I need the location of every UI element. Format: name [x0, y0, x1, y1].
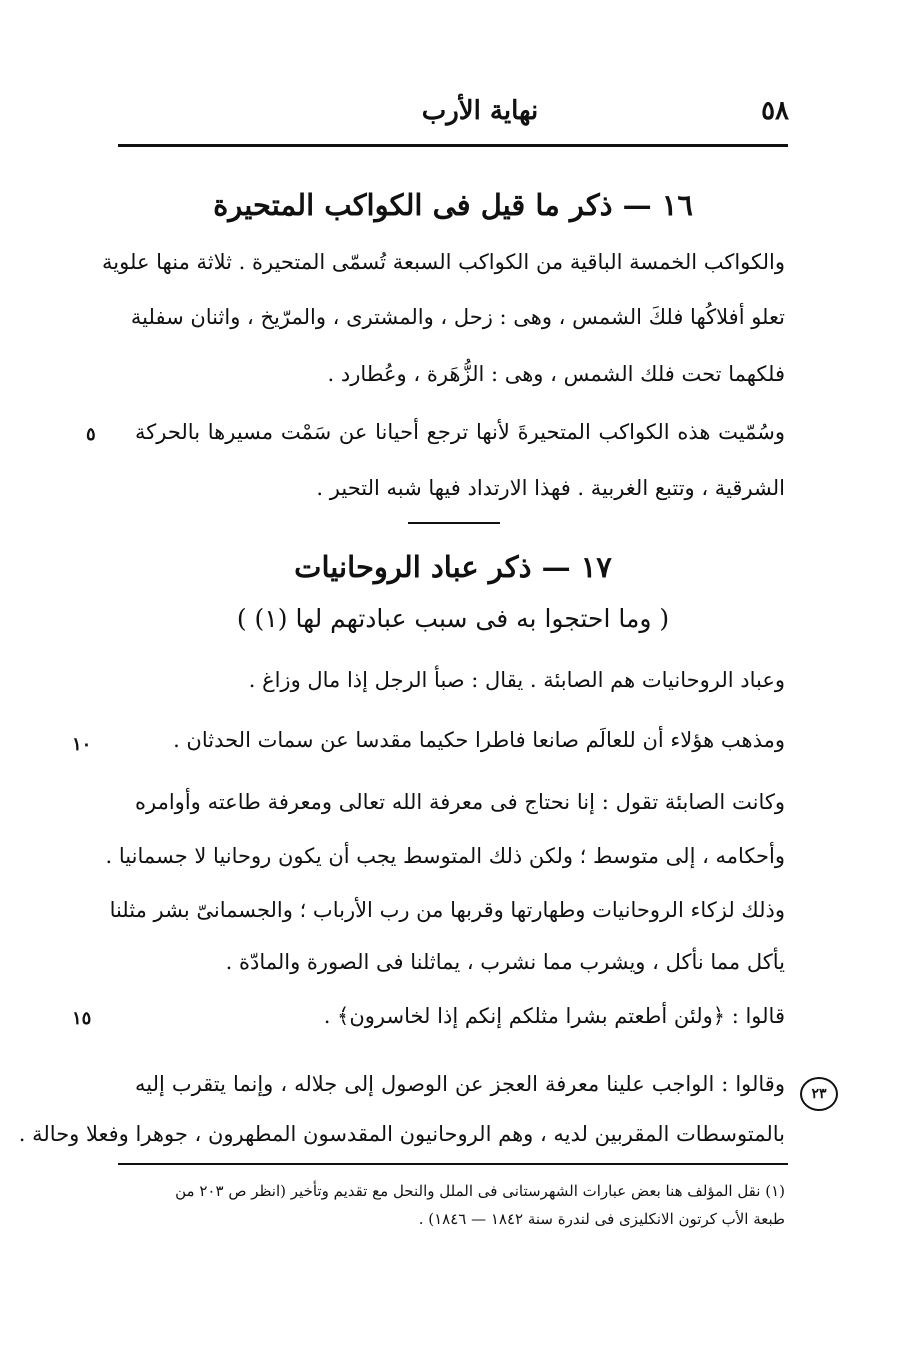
body-line: الشرقية ، وتتبع الغربية . فهذا الارتداد فيها شبه التحير . [316, 476, 785, 500]
body-line: تعلو أفلاكُها فلكَ الشمس ، وهى : زحل ، والمشترى ، والمرّيخ ، واثنان سفلية [130, 305, 785, 329]
body-line: وكانت الصابئة تقول : إنا نحتاج فى معرفة الله تعالى ومعرفة طاعته وأوامره [135, 790, 785, 814]
section-separator [408, 522, 500, 524]
body-line: بالمتوسطات المقربين لديه ، وهم الروحانيون المقدسون المطهرون ، جوهرا وفعلا وحالة . [18, 1122, 785, 1146]
page-number: ٥٨ [761, 96, 789, 126]
footnote-line: طبعة الأب كرتون الانكليزى فى لندرة سنة ١٨٤٢ — ١٨٤٦) . [418, 1210, 785, 1228]
footnote-line: (١) نقل المؤلف هنا بعض عبارات الشهرستانى فى الملل والنحل مع تقديم وتأخير (انظر ص ٢٠٣ من [175, 1182, 785, 1200]
body-line: وذلك لزكاء الروحانيات وطهارتها وقربها من رب الأرباب ؛ والجسمانىّ بشر مثلنا [109, 898, 785, 922]
body-line: ومذهب هؤلاء أن للعالَم صانعا فاطرا حكيما مقدسا عن سمات الحدثان . [173, 728, 785, 752]
section-17-subheading: ( وما احتجوا به فى سبب عبادتهم لها (١) ) [236, 604, 670, 633]
header-rule [118, 144, 788, 147]
margin-line-number: ١٠ [72, 734, 92, 755]
body-line: وقالوا : الواجب علينا معرفة العجز عن الوصول إلى جلاله ، وإنما يتقرب إليه [135, 1072, 785, 1096]
section-17-heading: ١٧ — ذكر عباد الروحانيات [294, 550, 612, 584]
quran-quote-line: قالوا : ﴿ولئن أطعتم بشرا مثلكم إنكم إذا لخاسرون﴾ . [323, 1004, 785, 1028]
body-line: يأكل مما نأكل ، ويشرب مما نشرب ، يماثلنا فى الصورة والمادّة . [225, 950, 785, 974]
running-header-title: نهاية الأرب [421, 96, 539, 126]
body-line: فلكهما تحت فلك الشمس ، وهى : الزُّهَرة ، وعُطارد . [327, 362, 785, 386]
body-line: والكواكب الخمسة الباقية من الكواكب السبعة تُسمّى المتحيرة . ثلاثة منها علوية [102, 250, 785, 274]
footnote-rule [118, 1163, 788, 1165]
margin-line-number: ١٥ [72, 1008, 92, 1029]
body-line: وسُمّيت هذه الكواكب المتحيرةَ لأنها ترجع أحيانا عن سَمْت مسيرها بالحركة [135, 420, 785, 444]
body-line: وأحكامه ، إلى متوسط ؛ ولكن ذلك المتوسط يجب أن يكون روحانيا لا جسمانيا . [105, 844, 785, 868]
section-16-heading: ١٦ — ذكر ما قيل فى الكواكب المتحيرة [213, 188, 693, 222]
body-line: وعباد الروحانيات هم الصابئة . يقال : صبأ الرجل إذا مال وزاغ . [248, 668, 785, 692]
margin-line-number: ٥ [86, 424, 96, 445]
manuscript-folio-stamp: ٢٣ [800, 1077, 838, 1111]
